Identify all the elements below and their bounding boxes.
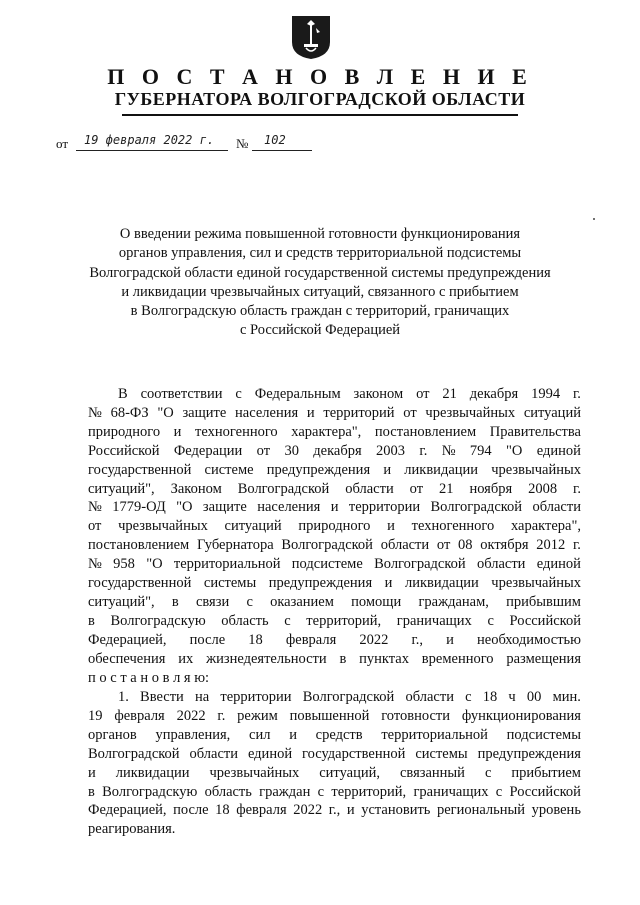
- word: 2022: [359, 631, 389, 648]
- word: и: [289, 726, 297, 743]
- word: г.: [573, 480, 581, 497]
- document-subject: [60, 225, 580, 341]
- word: с: [487, 612, 494, 629]
- word: населения: [235, 404, 299, 421]
- word: 2022: [176, 707, 206, 724]
- word: предупреждения: [268, 575, 373, 592]
- word: г.: [572, 386, 581, 402]
- title-underline: [122, 114, 518, 116]
- word: области: [532, 499, 581, 516]
- word: территорий,: [331, 783, 407, 800]
- text-line: [88, 801, 581, 820]
- word: 1.: [118, 689, 129, 705]
- subject-line: Волгоградской области единой государственной системы предупреждения: [89, 264, 551, 281]
- word: 68-ФЗ: [110, 404, 149, 421]
- word: 2012: [536, 537, 566, 554]
- word: обеспечения: [88, 650, 166, 667]
- word: территориальной: [381, 726, 488, 743]
- word: декабря: [469, 386, 519, 402]
- word: системы: [415, 745, 468, 762]
- word: г.,: [328, 802, 341, 819]
- word: населения: [257, 499, 321, 516]
- word: "О: [506, 442, 523, 459]
- word: Федеральным: [254, 386, 341, 402]
- text-line: [88, 498, 581, 517]
- word: Волгоградской: [88, 745, 180, 762]
- word: территорий: [323, 404, 395, 421]
- word: чрезвычайных: [491, 575, 581, 592]
- word: "О: [157, 404, 174, 421]
- word: декабря: [313, 442, 362, 459]
- word: с: [317, 783, 325, 800]
- subject-line: О введении режима повышенной готовности функционирования: [119, 226, 521, 242]
- word: государственной: [88, 575, 192, 592]
- word: Федерацией,: [88, 802, 167, 819]
- word: единой: [536, 556, 581, 573]
- word: управления,: [155, 726, 231, 743]
- word: от: [436, 537, 451, 554]
- text-line: [88, 593, 581, 612]
- text-line: [88, 764, 581, 783]
- word: гражданам,: [418, 593, 489, 610]
- text-line: [88, 631, 581, 650]
- word: область: [204, 783, 252, 800]
- word: природного: [298, 518, 371, 535]
- word: системе: [204, 461, 254, 478]
- word: Федерации: [173, 442, 243, 459]
- word: 2008: [528, 480, 558, 497]
- text-line: [88, 480, 581, 499]
- word: №: [441, 442, 456, 459]
- document-title: П О С Т А Н О В Л Е Н И Е: [107, 64, 533, 89]
- word: ситуаций: [523, 404, 581, 421]
- word: территории: [220, 689, 292, 705]
- word: области: [380, 537, 430, 554]
- word: от: [416, 386, 430, 402]
- word: в: [88, 783, 95, 800]
- word: постановлением: [88, 537, 190, 554]
- word: уровень: [531, 802, 581, 819]
- word: Волгоградскую: [102, 783, 198, 800]
- date-underline: [76, 150, 228, 151]
- word: В: [118, 386, 128, 402]
- word: после: [189, 631, 226, 648]
- word: февраля: [114, 707, 165, 724]
- word: ситуаций",: [88, 593, 155, 610]
- word: Российской: [88, 442, 160, 459]
- word: 00: [526, 689, 542, 705]
- word: и: [387, 518, 395, 535]
- word: ситуаций,: [319, 764, 380, 781]
- word: техногенного: [411, 518, 495, 535]
- word: подсистеме: [291, 556, 363, 573]
- word: чрезвычайных: [118, 518, 208, 535]
- word: №: [88, 404, 102, 421]
- word: природного: [88, 423, 161, 440]
- word: необходимостью: [477, 631, 581, 648]
- word: государственной: [88, 461, 192, 478]
- word: ликвидации: [404, 575, 479, 592]
- text-line: [88, 517, 581, 536]
- word: после: [173, 802, 209, 819]
- word: территориальной: [173, 556, 281, 573]
- word: прибытием: [511, 764, 581, 781]
- word: временного: [421, 650, 494, 667]
- word: области: [405, 689, 454, 705]
- subject-line: с Российской Федерацией: [239, 322, 401, 339]
- word: Ввести: [140, 689, 184, 705]
- word: Волгоградской: [430, 499, 523, 516]
- word: от: [409, 480, 424, 497]
- word: ноября: [469, 480, 513, 497]
- word: 08: [458, 537, 473, 554]
- word: ч: [508, 689, 516, 705]
- word: сил: [249, 726, 271, 743]
- word: единой: [247, 745, 293, 762]
- word: ликвидации: [115, 764, 190, 781]
- word: органов: [88, 726, 137, 743]
- word: в: [339, 650, 347, 667]
- number-prefix: №: [236, 136, 249, 151]
- word: октября: [480, 537, 529, 554]
- word: 21: [439, 480, 454, 497]
- subject-line: и ликвидации чрезвычайных ситуаций, связанного с прибытием: [121, 283, 519, 300]
- text-line: [88, 650, 581, 669]
- word: граничащих: [413, 783, 489, 800]
- document-subtitle: ГУБЕРНАТОРА ВОЛГОГРАДСКОЙ ОБЛАСТИ: [114, 89, 526, 109]
- word: 30: [284, 442, 299, 459]
- word: реагирования.: [88, 821, 176, 838]
- word: область: [221, 612, 269, 629]
- word: от: [256, 442, 271, 459]
- word: помощи: [351, 593, 402, 610]
- word: ситуаций",: [88, 480, 155, 497]
- word: чрезвычайных: [209, 764, 300, 781]
- word: функционирования: [461, 707, 581, 724]
- word: законом: [353, 386, 404, 402]
- word: Правительства: [489, 423, 581, 440]
- text-line: [88, 461, 581, 480]
- word: февраля: [236, 802, 287, 819]
- word: их: [178, 650, 194, 667]
- word: и: [446, 631, 454, 648]
- text-line: [88, 688, 581, 707]
- word: территорий,: [306, 612, 382, 629]
- word: характера",: [291, 423, 362, 440]
- word: от: [403, 404, 417, 421]
- word: связи: [195, 593, 230, 610]
- word: 18: [482, 689, 498, 705]
- word: ситуаций: [224, 518, 282, 535]
- word: 958: [113, 556, 135, 573]
- word: п о с т а н о в л я ю:: [88, 669, 210, 686]
- subject-line: органов управления, сил и средств территориальной подсистемы: [118, 245, 522, 262]
- word: и: [346, 802, 355, 819]
- word: граничащих: [396, 612, 472, 629]
- word: Законом: [170, 480, 222, 497]
- word: с: [495, 783, 503, 800]
- word: 2022: [293, 802, 323, 819]
- word: региональный: [436, 802, 526, 819]
- word: защите: [202, 499, 247, 516]
- word: "О: [146, 556, 163, 573]
- preamble: [88, 385, 581, 688]
- word: защите: [182, 404, 227, 421]
- document-number: 102: [264, 133, 286, 147]
- text-line: [88, 707, 581, 726]
- word: Волгоградскую: [110, 612, 206, 629]
- word: Российской: [509, 612, 581, 629]
- text-line: [88, 555, 581, 574]
- word: пунктах: [359, 650, 409, 667]
- word: г.: [572, 537, 581, 554]
- word: области: [476, 556, 526, 573]
- text-line: [88, 820, 581, 839]
- word: 2003: [376, 442, 406, 459]
- word: №: [88, 556, 102, 573]
- word: 18: [215, 802, 230, 819]
- word: системы: [203, 575, 257, 592]
- word: соответствии: [140, 386, 223, 402]
- word: и: [383, 461, 392, 478]
- number-underline: [252, 150, 312, 151]
- word: с: [246, 593, 253, 610]
- word: с: [284, 612, 291, 629]
- word: "О: [176, 499, 193, 516]
- word: ликвидации: [404, 461, 479, 478]
- word: 1779-ОД: [112, 499, 166, 516]
- word: и: [173, 423, 182, 440]
- word: Российской: [509, 783, 581, 800]
- word: государственной: [302, 745, 406, 762]
- text-line: [88, 783, 581, 802]
- text-line: [88, 574, 581, 593]
- word: в: [88, 612, 95, 629]
- word: готовности: [381, 707, 450, 724]
- text-line: [88, 745, 581, 764]
- word: установить: [361, 802, 431, 819]
- subject-line: в Волгоградскую область граждан с территорий, граничащих: [130, 303, 510, 320]
- word: Волгоградской: [302, 689, 395, 705]
- word: предупреждения: [477, 745, 581, 762]
- text-line: [88, 442, 581, 461]
- word: на: [194, 689, 210, 705]
- word: территории: [348, 499, 421, 516]
- word: и: [330, 499, 339, 516]
- word: 19: [88, 707, 103, 724]
- clause-1: [88, 688, 581, 839]
- word: г.,: [411, 631, 424, 648]
- word: 18: [248, 631, 263, 648]
- word: Федерацией,: [88, 631, 167, 648]
- text-line: [88, 423, 581, 442]
- word: области: [189, 745, 238, 762]
- text-line: [88, 669, 581, 688]
- word: постановлением: [374, 423, 477, 440]
- word: повышенной: [289, 707, 370, 724]
- scan-speck: [593, 218, 595, 220]
- word: с: [484, 764, 492, 781]
- word: г.: [419, 442, 428, 459]
- text-line: [88, 536, 581, 555]
- word: граждан: [259, 783, 311, 800]
- coat-of-arms-icon: [290, 14, 332, 60]
- word: чрезвычайных: [491, 461, 581, 478]
- word: и: [306, 404, 315, 421]
- text-line: [88, 726, 581, 745]
- word: г.: [217, 707, 226, 724]
- word: и: [384, 575, 393, 592]
- word: оказанием: [270, 593, 334, 610]
- word: Волгоградской: [237, 480, 330, 497]
- word: средств: [315, 726, 363, 743]
- word: с: [465, 689, 472, 705]
- word: Волгоградской: [374, 556, 466, 573]
- word: единой: [536, 442, 581, 459]
- word: Губернатора: [196, 537, 274, 554]
- word: жизнедеятельности: [206, 650, 327, 667]
- word: мин.: [552, 689, 581, 705]
- date-prefix: от: [56, 136, 69, 151]
- word: в: [171, 593, 179, 610]
- word: техногенного: [195, 423, 278, 440]
- word: 21: [442, 386, 457, 402]
- word: февраля: [285, 631, 337, 648]
- word: подсистемы: [506, 726, 581, 743]
- word: области: [345, 480, 394, 497]
- word: Волгоградской: [281, 537, 373, 554]
- word: прибывшим: [506, 593, 581, 610]
- word: характера",: [510, 518, 581, 535]
- word: предупреждения: [266, 461, 371, 478]
- word: и: [88, 764, 96, 781]
- word: от: [88, 518, 102, 535]
- word: размещения: [506, 650, 581, 667]
- word: режим: [237, 707, 278, 724]
- word: 794: [469, 442, 492, 459]
- document-date: 19 февраля 2022 г.: [84, 133, 215, 147]
- word: с: [235, 386, 242, 402]
- text-line: [88, 404, 581, 423]
- text-line: [88, 612, 581, 631]
- word: 1994: [531, 386, 561, 402]
- text-line: [88, 385, 581, 404]
- word: №: [88, 499, 102, 516]
- word: связанный: [399, 764, 465, 781]
- word: чрезвычайных: [425, 404, 516, 421]
